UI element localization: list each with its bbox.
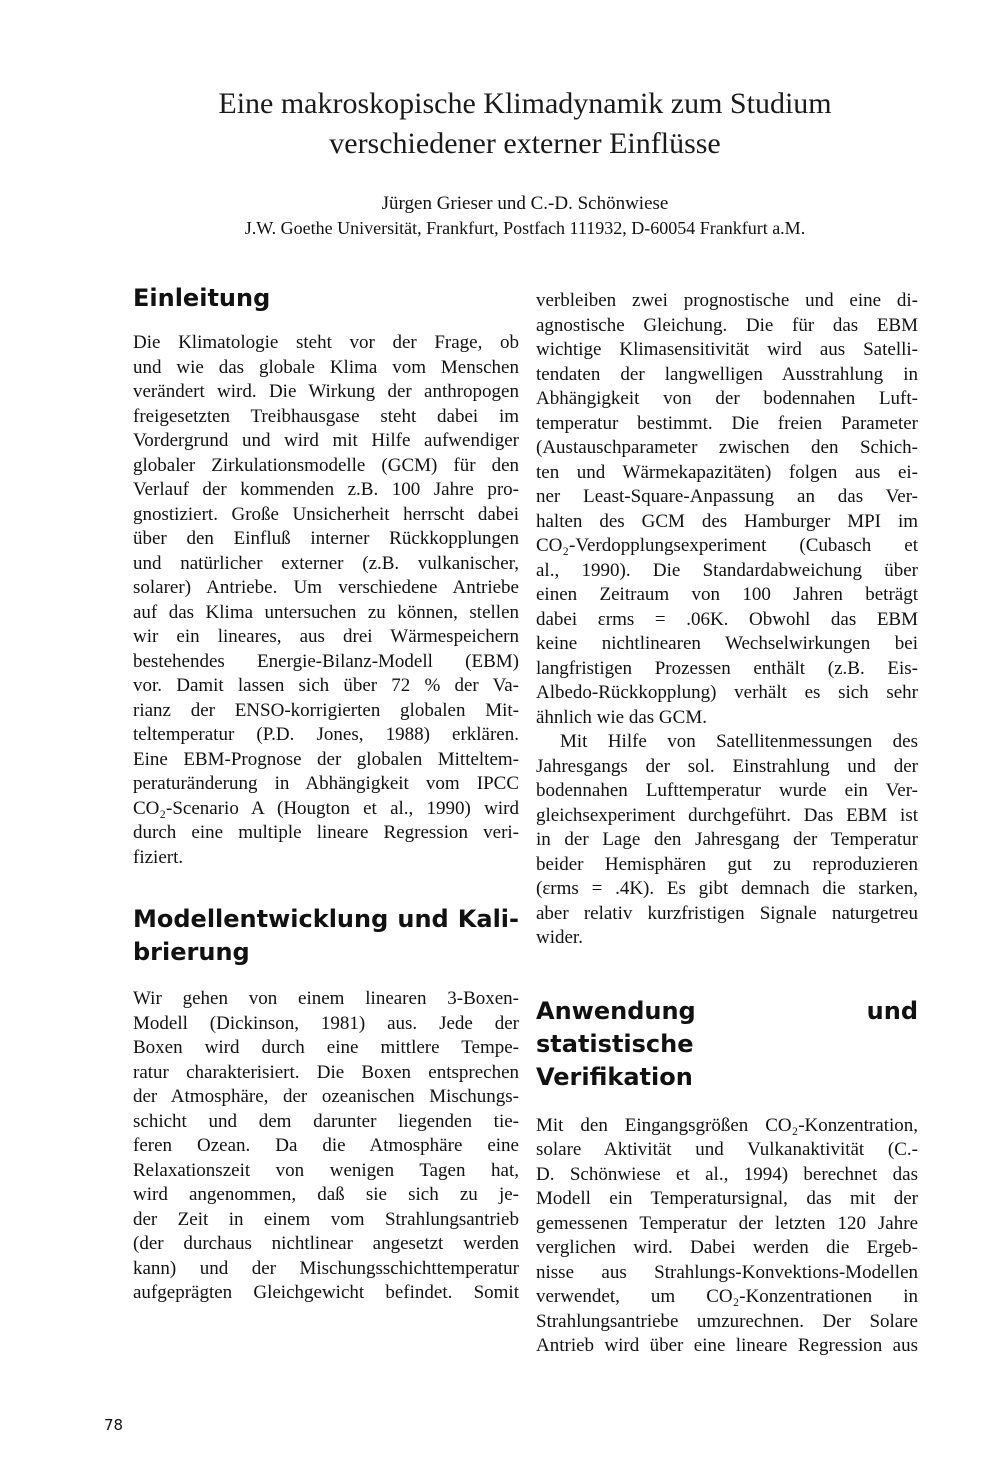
text-line: langfristigen Prozessen enthält (z.B. Eis- xyxy=(536,657,918,679)
text-line: dabei εrms = .06K. Obwohl das EBM xyxy=(536,608,918,630)
section-heading-line: Modellentwicklung und Kali- xyxy=(133,905,519,933)
title-block xyxy=(0,84,1000,240)
text-line: Verlauf der kommenden z.B. 100 Jahre pro- xyxy=(133,479,519,500)
paragraph-einleitung xyxy=(133,331,519,870)
text-line: und wie das globale Klima vom Menschen xyxy=(133,356,519,378)
text-line: in der Lage den Jahresgang der Temperatur xyxy=(536,829,918,850)
text-line: Mit Hilfe von Satellitenmessungen des xyxy=(560,731,918,752)
paragraph-anwendung xyxy=(536,1114,918,1359)
text-line: (εrms = .4K). Es gibt demnach die starken, xyxy=(536,878,918,899)
text-line: halten des GCM des Hamburger MPI im xyxy=(536,510,918,532)
text-line: auf das Klima untersuchen zu können, stellen xyxy=(133,601,519,623)
text-line: ten und Wärmekapazitäten) folgen aus ei- xyxy=(536,461,918,483)
text-line: verändert wird. Die Wirkung der anthropogen xyxy=(133,381,519,402)
text-line: globaler Zirkulationsmodelle (GCM) für den xyxy=(133,454,519,476)
text-line: bodennahen Lufttemperatur wurde ein Ver- xyxy=(536,780,918,801)
text-line: tendaten der langwelligen Ausstrahlung in xyxy=(536,363,918,385)
section-heading-line: Einleitung xyxy=(133,284,271,312)
text-line: gnostiziert. Große Unsicherheit herrscht dabei xyxy=(133,503,519,525)
text-line: teltemperatur (P.D. Jones, 1988) erklären. xyxy=(133,724,519,745)
text-line: ner Least-Square-Anpassung an das Ver- xyxy=(536,486,918,507)
text-line: der Zeit in einem vom Strahlungsantrieb xyxy=(133,1208,519,1230)
text-line: bestehendes Energie-Bilanz-Modell (EBM) xyxy=(133,650,519,672)
text-line: wichtige Klimasensitivität wird aus Satelli- xyxy=(536,339,918,360)
text-line: CO₂-Verdopplungsexperiment (Cubasch et xyxy=(536,535,918,556)
text-line: ähnlich wie das GCM. xyxy=(536,706,707,728)
paragraph-jahresgang xyxy=(536,730,918,951)
text-line: gemessenen Temperatur der letzten 120 Jahre xyxy=(536,1212,918,1234)
text-line: beider Hemisphären gut zu reproduzieren xyxy=(536,853,918,875)
text-line: Strahlungsantriebe umzurechnen. Der Solare xyxy=(536,1310,918,1332)
text-line: (der durchaus nichtlinear angesetzt werden xyxy=(133,1233,519,1254)
text-line: temperatur bestimmt. Die freien Parameter xyxy=(536,412,918,434)
section-heading-einleitung xyxy=(133,282,519,315)
text-line: und natürlicher externer (z.B. vulkanischer, xyxy=(133,552,519,574)
authors: Jürgen Grieser und C.-D. Schönwiese xyxy=(381,193,669,214)
text-line: schicht und dem darunter liegenden tie- xyxy=(133,1110,519,1132)
text-line: aber relativ kurzfristigen Signale naturgetreu xyxy=(536,902,918,924)
text-line: vor. Damit lassen sich über 72 % der Va- xyxy=(133,675,519,696)
text-line: CO₂-Scenario A (Hougton et al., 1990) wird xyxy=(133,797,519,819)
section-heading-anwendung xyxy=(536,995,918,1094)
paragraph-modellentwicklung xyxy=(133,987,519,1306)
text-line: Relaxationszeit von wenigen Tagen hat, xyxy=(133,1159,519,1181)
section-heading-modellentwicklung xyxy=(133,903,519,969)
text-line: Albedo-Rückkopplung) verhält es sich sehr xyxy=(536,682,918,703)
text-line: keine nichtlinearen Wechselwirkungen bei xyxy=(536,633,918,654)
text-line: feren Ozean. Da die Atmosphäre eine xyxy=(133,1135,519,1156)
text-line: rianz der ENSO-korrigierten globalen Mit- xyxy=(133,699,519,721)
text-line: Abhängigkeit von der bodennahen Luft- xyxy=(536,388,918,409)
text-line: verglichen wird. Dabei werden die Ergeb- xyxy=(536,1237,918,1258)
paper-title-line-2: verschiedener externer Einflüsse xyxy=(329,127,721,160)
text-line: Die Klimatologie steht vor der Frage, ob xyxy=(133,332,519,353)
text-line: Wir gehen von einem linearen 3-Boxen- xyxy=(133,988,519,1009)
text-line: Modell (Dickinson, 1981) aus. Jede der xyxy=(133,1012,519,1034)
right-column xyxy=(536,289,918,1359)
page-number: 78 xyxy=(104,1416,124,1434)
text-line: wider. xyxy=(536,927,583,948)
text-line: (Austauschparameter zwischen den Schich- xyxy=(536,437,918,458)
text-line: über den Einfluß interner Rückkopplungen xyxy=(133,528,519,549)
section-heading-line: Verifikation xyxy=(536,1062,693,1091)
text-line: Jahresgangs der sol. Einstrahlung und der xyxy=(536,755,918,777)
text-line: verwendet, um CO₂-Konzentrationen in xyxy=(536,1286,918,1307)
text-line: peraturänderung in Abhängigkeit vom IPCC xyxy=(133,773,519,794)
text-line: Mit den Eingangsgrößen CO₂-Konzentration, xyxy=(536,1114,918,1136)
text-line: verbleiben zwei prognostische und eine di- xyxy=(536,290,918,311)
text-line: agnostische Gleichung. Die für das EBM xyxy=(536,314,918,336)
text-line: der Atmosphäre, der ozeanischen Mischungs- xyxy=(133,1086,519,1107)
text-line: wird angenommen, daß sie sich zu je- xyxy=(133,1184,519,1205)
text-line: durch eine multiple lineare Regression veri- xyxy=(133,822,519,843)
affiliation: J.W. Goethe Universität, Frankfurt, Postfach 111932, D-60054 Frankfurt a.M. xyxy=(244,218,806,238)
text-line: Eine EBM-Prognose der globalen Mitteltem- xyxy=(133,748,519,770)
text-line: freigesetzten Treibhausgase steht dabei im xyxy=(133,405,519,427)
text-line: nisse aus Strahlungs-Konvektions-Modellen xyxy=(536,1261,918,1283)
text-line: Boxen wird durch eine mittlere Tempe- xyxy=(133,1037,519,1058)
section-heading-line: brierung xyxy=(133,938,250,966)
text-line: Antrieb wird über eine lineare Regression aus xyxy=(536,1335,918,1356)
section-heading-line: Anwendung und statistische xyxy=(536,996,918,1058)
text-line: Modell ein Temperatursignal, das mit der xyxy=(536,1188,918,1209)
paper-title-line-1: Eine makroskopische Klimadynamik zum Studium xyxy=(218,87,832,120)
text-line: wir ein lineares, aus drei Wärmespeichern xyxy=(133,626,519,647)
text-line: aufgeprägten Gleichgewicht befindet. Somit xyxy=(133,1282,519,1303)
text-line: gleichsexperiment durchgeführt. Das EBM ist xyxy=(536,804,918,826)
left-column xyxy=(133,282,519,1306)
text-line: ratur charakterisiert. Die Boxen entsprechen xyxy=(133,1061,519,1083)
text-line: einen Zeitraum von 100 Jahren beträgt xyxy=(536,584,918,605)
text-line: fiziert. xyxy=(133,846,184,868)
paragraph-modell-continued xyxy=(536,289,918,730)
text-line: Vordergrund und wird mit Hilfe aufwendiger xyxy=(133,430,519,451)
text-line: kann) und der Mischungsschichttemperatur xyxy=(133,1257,519,1279)
text-line: solare Aktivität und Vulkanaktivität (C.- xyxy=(536,1139,918,1160)
text-line: al., 1990). Die Standardabweichung über xyxy=(536,559,918,581)
text-line: D. Schönwiese et al., 1994) berechnet das xyxy=(536,1163,918,1185)
text-line: solarer) Antriebe. Um verschiedene Antriebe xyxy=(133,577,519,598)
